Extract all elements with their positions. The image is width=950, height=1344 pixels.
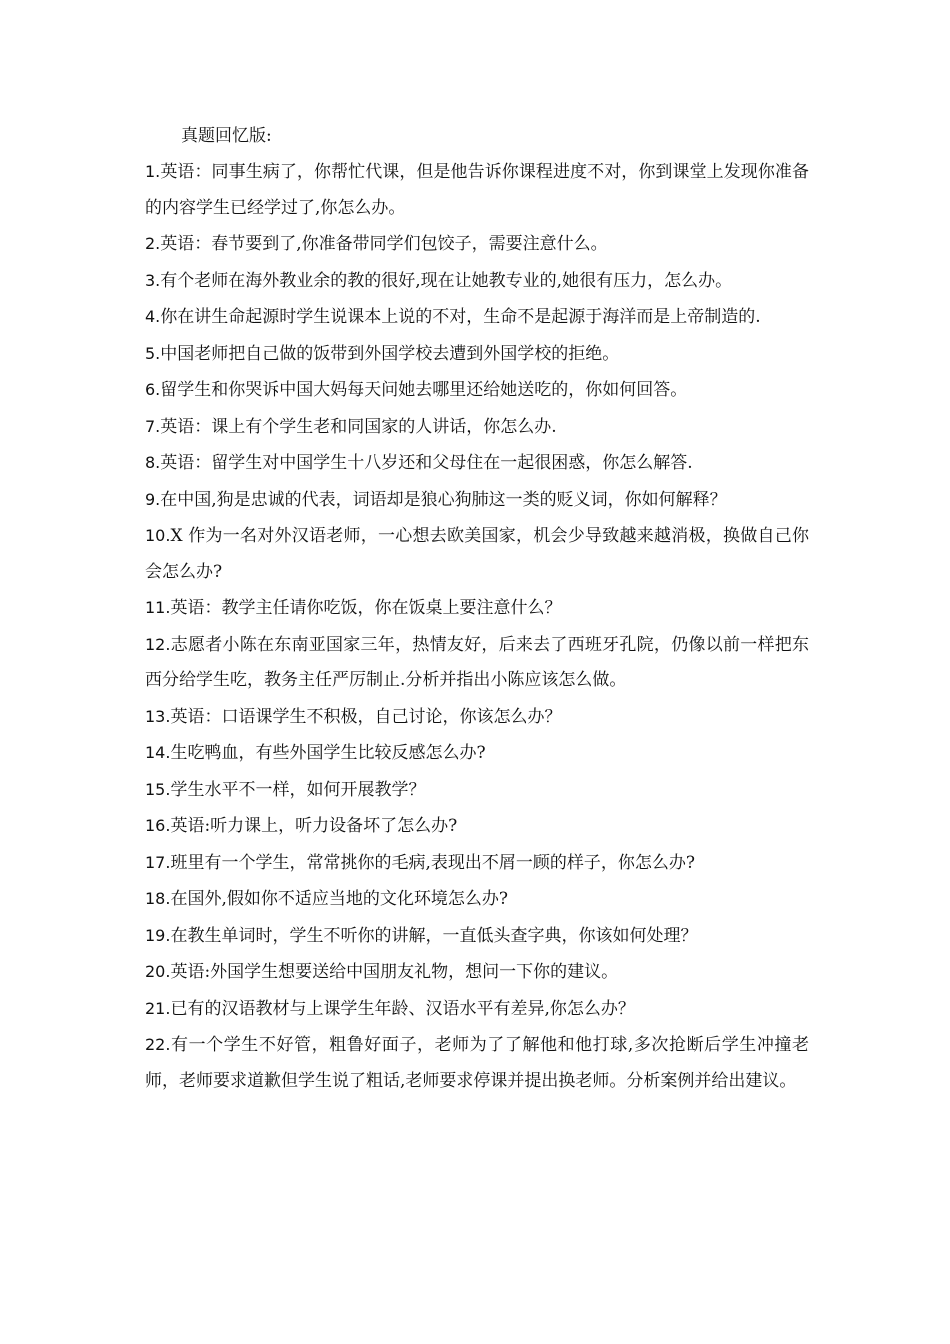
- question-number: 12.: [145, 634, 171, 654]
- question-text: 你在讲生命起源时学生说课本上说的不对，生命不是起源于海洋而是上帝制造的.: [160, 307, 761, 327]
- question-item: [145, 991, 809, 1028]
- question-text: 英语:听力课上，听力设备坏了怎么办?: [170, 816, 458, 836]
- question-number: 3.: [145, 270, 161, 290]
- question-text: X 作为一名对外汉语老师，一心想去欧美国家，机会少导致越来越消极，换做自己你会怎么办?: [145, 526, 809, 582]
- question-number: 5.: [145, 343, 161, 363]
- question-item: [145, 918, 809, 955]
- question-text: 在国外,假如你不适应当地的文化环境怎么办?: [170, 889, 508, 909]
- question-item: [145, 263, 809, 300]
- question-number: 2.: [145, 234, 161, 253]
- question-item: [145, 336, 809, 373]
- question-item: [145, 226, 809, 263]
- question-number: 15.: [145, 779, 171, 799]
- question-text: 英语：课上有个学生老和同国家的人讲话，你怎么办.: [160, 416, 557, 437]
- question-text: 英语：口语课学生不积极，自己讨论，你该怎么办？: [170, 706, 562, 727]
- question-text: 英语：同事生病了，你帮忙代课，但是他告诉你课程进度不对，你到课堂上发现你准备的内容学生已经学过了,你怎么办。: [145, 162, 809, 218]
- question-text: 英语：留学生对中国学生十八岁还和父母住在一起很困惑，你怎么解答.: [160, 453, 693, 473]
- question-text: 生吃鸭血，有些外国学生比较反感怎么办?: [170, 743, 486, 763]
- question-number: 19.: [145, 925, 171, 945]
- question-item: [145, 845, 809, 882]
- question-text: 留学生和你哭诉中国大妈每天问她去哪里还给她送吃的，你如何回答。: [160, 380, 688, 400]
- question-number: 20.: [145, 962, 171, 981]
- question-item: [145, 154, 809, 226]
- question-text: 学生水平不一样，如何开展教学？: [170, 779, 426, 800]
- question-text: 英语：春节要到了,你准备带同学们包饺子，需要注意什么。: [160, 234, 608, 254]
- question-text: 志愿者小陈在东南亚国家三年，热情友好，后来去了西班牙孔院，仍像以前一样把东西分给学生吃，教务主任严厉制止.分析并指出小陈应该怎么做。: [145, 634, 809, 690]
- document-heading: 真题回忆版:: [181, 126, 272, 146]
- question-text: 班里有一个学生，常常挑你的毛病,表现出不屑一顾的样子，你怎么办?: [170, 852, 695, 873]
- question-item: [145, 372, 809, 409]
- question-item: [145, 590, 809, 627]
- question-item: [145, 735, 809, 772]
- question-text: 中国老师把自己做的饭带到外国学校去遭到外国学校的拒绝。: [160, 343, 620, 364]
- question-text: 有一个学生不好管，粗鲁好面子，老师为了了解他和他打球,多次抢断后学生冲撞老师，老师要求道歉但学生说了粗话,老师要求停课并提出换老师。分析案例并给出建议。: [145, 1035, 809, 1091]
- question-item: [145, 299, 809, 336]
- question-item: [145, 954, 809, 991]
- question-number: 11.: [145, 598, 171, 617]
- question-number: 22.: [145, 1035, 171, 1054]
- question-number: 16.: [145, 816, 171, 835]
- question-number: 1.: [145, 162, 161, 181]
- question-item: [145, 699, 809, 736]
- document-body: [145, 118, 809, 1099]
- question-number: 6.: [145, 380, 161, 399]
- question-number: 8.: [145, 453, 161, 472]
- question-number: 9.: [145, 489, 161, 509]
- question-text: 英语:外国学生想要送给中国朋友礼物，想问一下你的建议。: [170, 962, 619, 982]
- question-item: [145, 1027, 809, 1099]
- question-text: 英语：教学主任请你吃饭，你在饭桌上要注意什么？: [170, 598, 562, 618]
- question-number: 13.: [145, 706, 171, 726]
- question-number: 17.: [145, 852, 171, 872]
- question-text: 在教生单词时，学生不听你的讲解，一直低头查字典，你该如何处理？: [170, 925, 698, 946]
- question-text: 已有的汉语教材与上课学生年龄、汉语水平有差异,你怎么办？: [170, 998, 635, 1019]
- question-item: [145, 409, 809, 446]
- question-item: [145, 482, 809, 519]
- question-number: 14.: [145, 743, 171, 762]
- question-item: [145, 772, 809, 809]
- question-list: [145, 154, 809, 1099]
- question-number: 4.: [145, 307, 161, 326]
- question-item: [145, 808, 809, 845]
- question-item: [145, 881, 809, 918]
- question-number: 21.: [145, 998, 171, 1018]
- question-item: [145, 518, 809, 590]
- question-number: 10.: [145, 526, 171, 545]
- question-text: 在中国,狗是忠诚的代表，词语却是狼心狗肺这一类的贬义词，你如何解释？: [160, 489, 727, 510]
- question-number: 18.: [145, 889, 171, 908]
- question-number: 7.: [145, 416, 161, 436]
- question-text: 有个老师在海外教业余的教的很好,现在让她教专业的,她很有压力，怎么办。: [160, 270, 733, 291]
- question-item: [145, 445, 809, 482]
- question-item: [145, 627, 809, 699]
